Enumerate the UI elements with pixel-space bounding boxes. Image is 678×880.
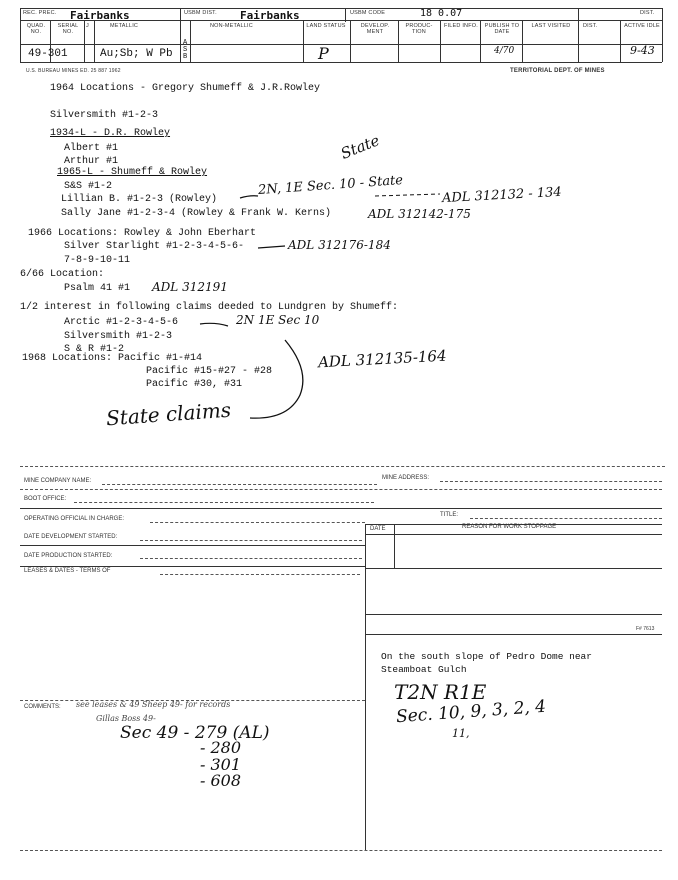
date-production-line <box>140 558 362 559</box>
date-col-left <box>365 524 366 614</box>
body-line-silversmith-2: Silversmith #1-2-3 <box>64 331 173 342</box>
metallic-value: Au;Sb; W Pb <box>100 48 173 60</box>
hand-adl-312142: ADL 312142-175 <box>368 207 471 221</box>
metallic-code-marks: A S B <box>183 39 188 61</box>
mine-address-label: MINE ADDRESS: <box>382 475 430 481</box>
form-bottom-line <box>20 850 662 851</box>
hand-adl-312191: ADL 312191 <box>152 280 228 294</box>
hand-gillas: Gillas Boss 49- <box>96 714 156 723</box>
body-line-pacific-2: Pacific #15-#27 - #28 <box>146 366 273 377</box>
notes-box-rule <box>365 634 662 635</box>
body-line-albert: Albert #1 <box>64 143 119 154</box>
body-line-1964: 1964 Locations - Gregory Shumeff & J.R.Rowley <box>50 83 321 94</box>
boot-office-label: BOOT OFFICE: <box>24 496 67 502</box>
body-line-pacific-3: Pacific #30, #31 <box>146 379 243 390</box>
form-code: F# 7613 <box>636 626 655 632</box>
date-label: DATE <box>370 526 386 532</box>
body-line-666: 6/66 Location: <box>20 269 105 280</box>
form-rule-3 <box>20 545 365 546</box>
body-line-psalm: Psalm 41 #1 <box>64 283 131 294</box>
hand-280: - 280 <box>200 738 242 757</box>
body-line-starlight-2: 7-8-9-10-11 <box>64 255 131 266</box>
land-status-label: LAND STATUS <box>306 23 346 29</box>
active-idle-label: ACTIVE IDLE <box>624 23 660 29</box>
filed-label: FILED INFO. <box>444 23 478 29</box>
serial-label: SERIAL NO. <box>57 23 79 35</box>
date-header-bottom <box>365 534 662 535</box>
date-production-label: DATE PRODUCTION STARTED: <box>24 553 113 559</box>
body-line-1965: 1965-L - Shumeff & Rowley <box>57 167 208 178</box>
metallic-label: METALLIC <box>110 23 139 29</box>
hand-t2n-r1e: T2N R1E <box>394 680 487 704</box>
dist-label: DIST. <box>583 23 598 29</box>
rec-prec-value: Fairbanks <box>70 9 130 22</box>
small-print: U.S. BUREAU MINES ED. 25 887 1962 <box>26 68 121 74</box>
hand-608: - 608 <box>200 771 242 790</box>
mine-address-line <box>440 481 662 482</box>
location-note-1: On the south slope of Pedro Dome near <box>381 651 592 662</box>
date-development-line <box>140 540 362 541</box>
nonmetallic-label: NON-METALLIC <box>210 23 253 29</box>
body-line-ss: S&S #1-2 <box>64 181 113 192</box>
usbm-code-label: USBM CODE <box>350 10 386 16</box>
body-line-lillian: Lillian B. #1-2-3 (Rowley) <box>61 194 218 205</box>
usbm-dist-label: USBM DIST. <box>184 10 217 16</box>
body-line-arctic: Arctic #1-2-3-4-5-6 <box>64 317 179 328</box>
body-line-1968: 1968 Locations: Pacific #1-#14 <box>22 353 203 364</box>
operating-official-line <box>150 522 365 523</box>
mine-company-line <box>102 484 377 485</box>
lillian-dash-stroke <box>375 194 440 196</box>
usbm-dist-value: Fairbanks <box>240 9 300 22</box>
hand-sec10-state: 2N, 1E Sec. 10 - State <box>257 172 404 199</box>
hand-adl-312176: ADL 312176-184 <box>288 238 391 252</box>
body-line-starlight: Silver Starlight #1-2-3-4-5-6- <box>64 241 245 252</box>
notes-box-left <box>365 614 366 850</box>
hand-adl-312135: ADL 312135-164 <box>317 346 447 372</box>
date-rule <box>365 568 662 569</box>
title-line <box>470 518 662 519</box>
body-line-1966: 1966 Locations: Rowley & John Eberhart <box>28 228 257 239</box>
hand-sec-49-279: Sec 49 - 279 (AL) <box>120 723 270 743</box>
body-line-interest: 1/2 interest in following claims deeded to Lundgren by Shumeff: <box>20 302 399 313</box>
comments-label: COMMENTS: <box>24 704 61 710</box>
produc-label: PRODUC- TION <box>405 23 433 35</box>
develop-label: DEVELOP. MENT <box>360 23 390 35</box>
usbm-code-value: 18 0.07 <box>420 8 463 19</box>
lessees-label: LEASES & DATES - TERMS OF <box>24 568 111 574</box>
form-separator <box>20 466 665 467</box>
land-status-value: P <box>318 44 329 63</box>
pacific-bracket-stroke <box>250 340 303 418</box>
j-label: J <box>86 23 89 29</box>
hand-sec-list: Sec. 10, 9, 3, 2, 4 <box>395 696 547 728</box>
last-visited-label: LAST VISITED <box>531 23 571 29</box>
boot-office-line <box>74 502 374 503</box>
dept-label: TERRITORIAL DEPT. OF MINES <box>510 68 605 74</box>
quad-label: QUAD. NO. <box>26 23 46 35</box>
hand-see-leases: see leases & 49 Sheep 49- for records <box>76 700 231 709</box>
hand-301: - 301 <box>200 755 242 774</box>
form-rule-2 <box>20 508 662 509</box>
starlight-dash-stroke <box>258 246 285 248</box>
date-development-label: DATE DEVELOPMENT STARTED: <box>24 534 118 540</box>
location-note-2: Steamboat Gulch <box>381 664 467 675</box>
rec-prec-label: REC. PREC. <box>23 10 57 16</box>
form-rule-1 <box>20 489 662 490</box>
lillian-arrow-stroke <box>240 196 258 198</box>
hand-state-scribble: State <box>338 131 383 163</box>
hand-2n1e-sec10: 2N 1E Sec 10 <box>236 313 320 327</box>
publish-value: 4/70 <box>494 46 515 56</box>
hand-adl-312132: ADL 312132 - 134 <box>441 184 562 207</box>
publish-label: PUBLISH TO DATE <box>484 23 520 35</box>
reason-label: REASON FOR WORK STOPPAGE <box>462 524 557 530</box>
notes-box-top <box>365 614 662 615</box>
arctic-arrow-stroke <box>200 323 228 326</box>
body-line-1934: 1934-L - D.R. Rowley <box>50 128 171 139</box>
mine-company-label: MINE COMPANY NAME: <box>24 478 92 484</box>
active-value: 9-43 <box>630 44 655 57</box>
lessees-line <box>160 574 360 575</box>
date-col-divider <box>394 524 395 569</box>
hand-sec-list-2: 11, <box>452 727 470 740</box>
body-line-arthur: Arthur #1 <box>64 156 119 167</box>
body-line-silversmith: Silversmith #1-2-3 <box>50 110 159 121</box>
body-line-sally: Sally Jane #1-2-3-4 (Rowley & Frank W. Kerns) <box>61 208 332 219</box>
form-rule-4 <box>20 566 365 567</box>
body-line-sr: S & R #1-2 <box>64 344 125 355</box>
operating-official-label: OPERATING OFFICIAL IN CHARGE: <box>24 516 125 522</box>
dist-label-top: DIST. <box>640 10 655 16</box>
hand-state-claims: State claims <box>105 397 232 431</box>
title-label: TITLE: <box>440 512 459 518</box>
serial-value: 49-301 <box>28 48 68 60</box>
